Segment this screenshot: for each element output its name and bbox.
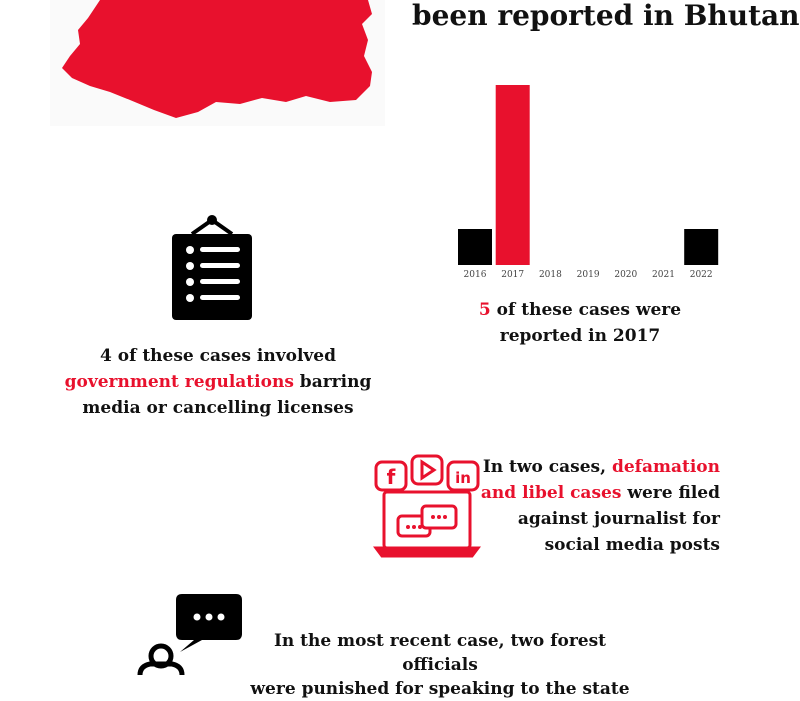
- x-tick-2017: 2017: [501, 270, 525, 280]
- page-title: been reported in Bhutan: [412, 0, 800, 32]
- person-speech-bubble-icon: [136, 590, 246, 675]
- recent-case-line2: were punished for speaking to the state: [250, 679, 630, 699]
- defamation-rest-a: were filed: [621, 483, 720, 503]
- recent-case-text: [250, 629, 630, 701]
- defamation-lead: In two cases,: [482, 457, 612, 477]
- bar-2016: [458, 229, 492, 265]
- regulations-highlight: government regulations: [64, 372, 294, 392]
- bar-2022: [684, 229, 718, 265]
- defamation-highlight-b: and libel cases: [480, 483, 622, 503]
- x-tick-2021: 2021: [652, 270, 675, 280]
- x-tick-2022: 2022: [689, 270, 713, 280]
- clipboard-list-icon: [168, 214, 258, 324]
- x-tick-2020: 2020: [614, 270, 638, 280]
- x-tick-2019: 2019: [576, 270, 600, 280]
- defamation-rest-c: social media posts: [544, 535, 720, 555]
- x-tick-2018: 2018: [538, 270, 562, 280]
- regulations-text: [60, 343, 376, 421]
- regulations-line2: barring: [293, 372, 372, 392]
- caption-text-1: of these cases were: [490, 300, 682, 320]
- regulations-line1: 4 of these cases involved: [100, 346, 336, 366]
- regulations-line3: media or cancelling licenses: [82, 398, 354, 418]
- defamation-highlight-a: defamation: [611, 457, 720, 477]
- svg-text:f: f: [386, 465, 396, 489]
- social-media-laptop-icon: [372, 452, 482, 562]
- bar-2017: [496, 85, 530, 265]
- defamation-text: [470, 454, 720, 558]
- recent-case-line1: In the most recent case, two forest officials: [273, 631, 607, 675]
- defamation-rest-b: against journalist for: [517, 509, 720, 529]
- bhutan-map-icon: [50, 0, 390, 130]
- caption-text-2: reported in 2017: [499, 326, 661, 346]
- bar-chart: [450, 75, 730, 285]
- x-tick-2016: 2016: [463, 270, 487, 280]
- caption-number: 5: [478, 300, 491, 320]
- chart-caption: [470, 297, 690, 349]
- svg-text:in: in: [455, 469, 471, 487]
